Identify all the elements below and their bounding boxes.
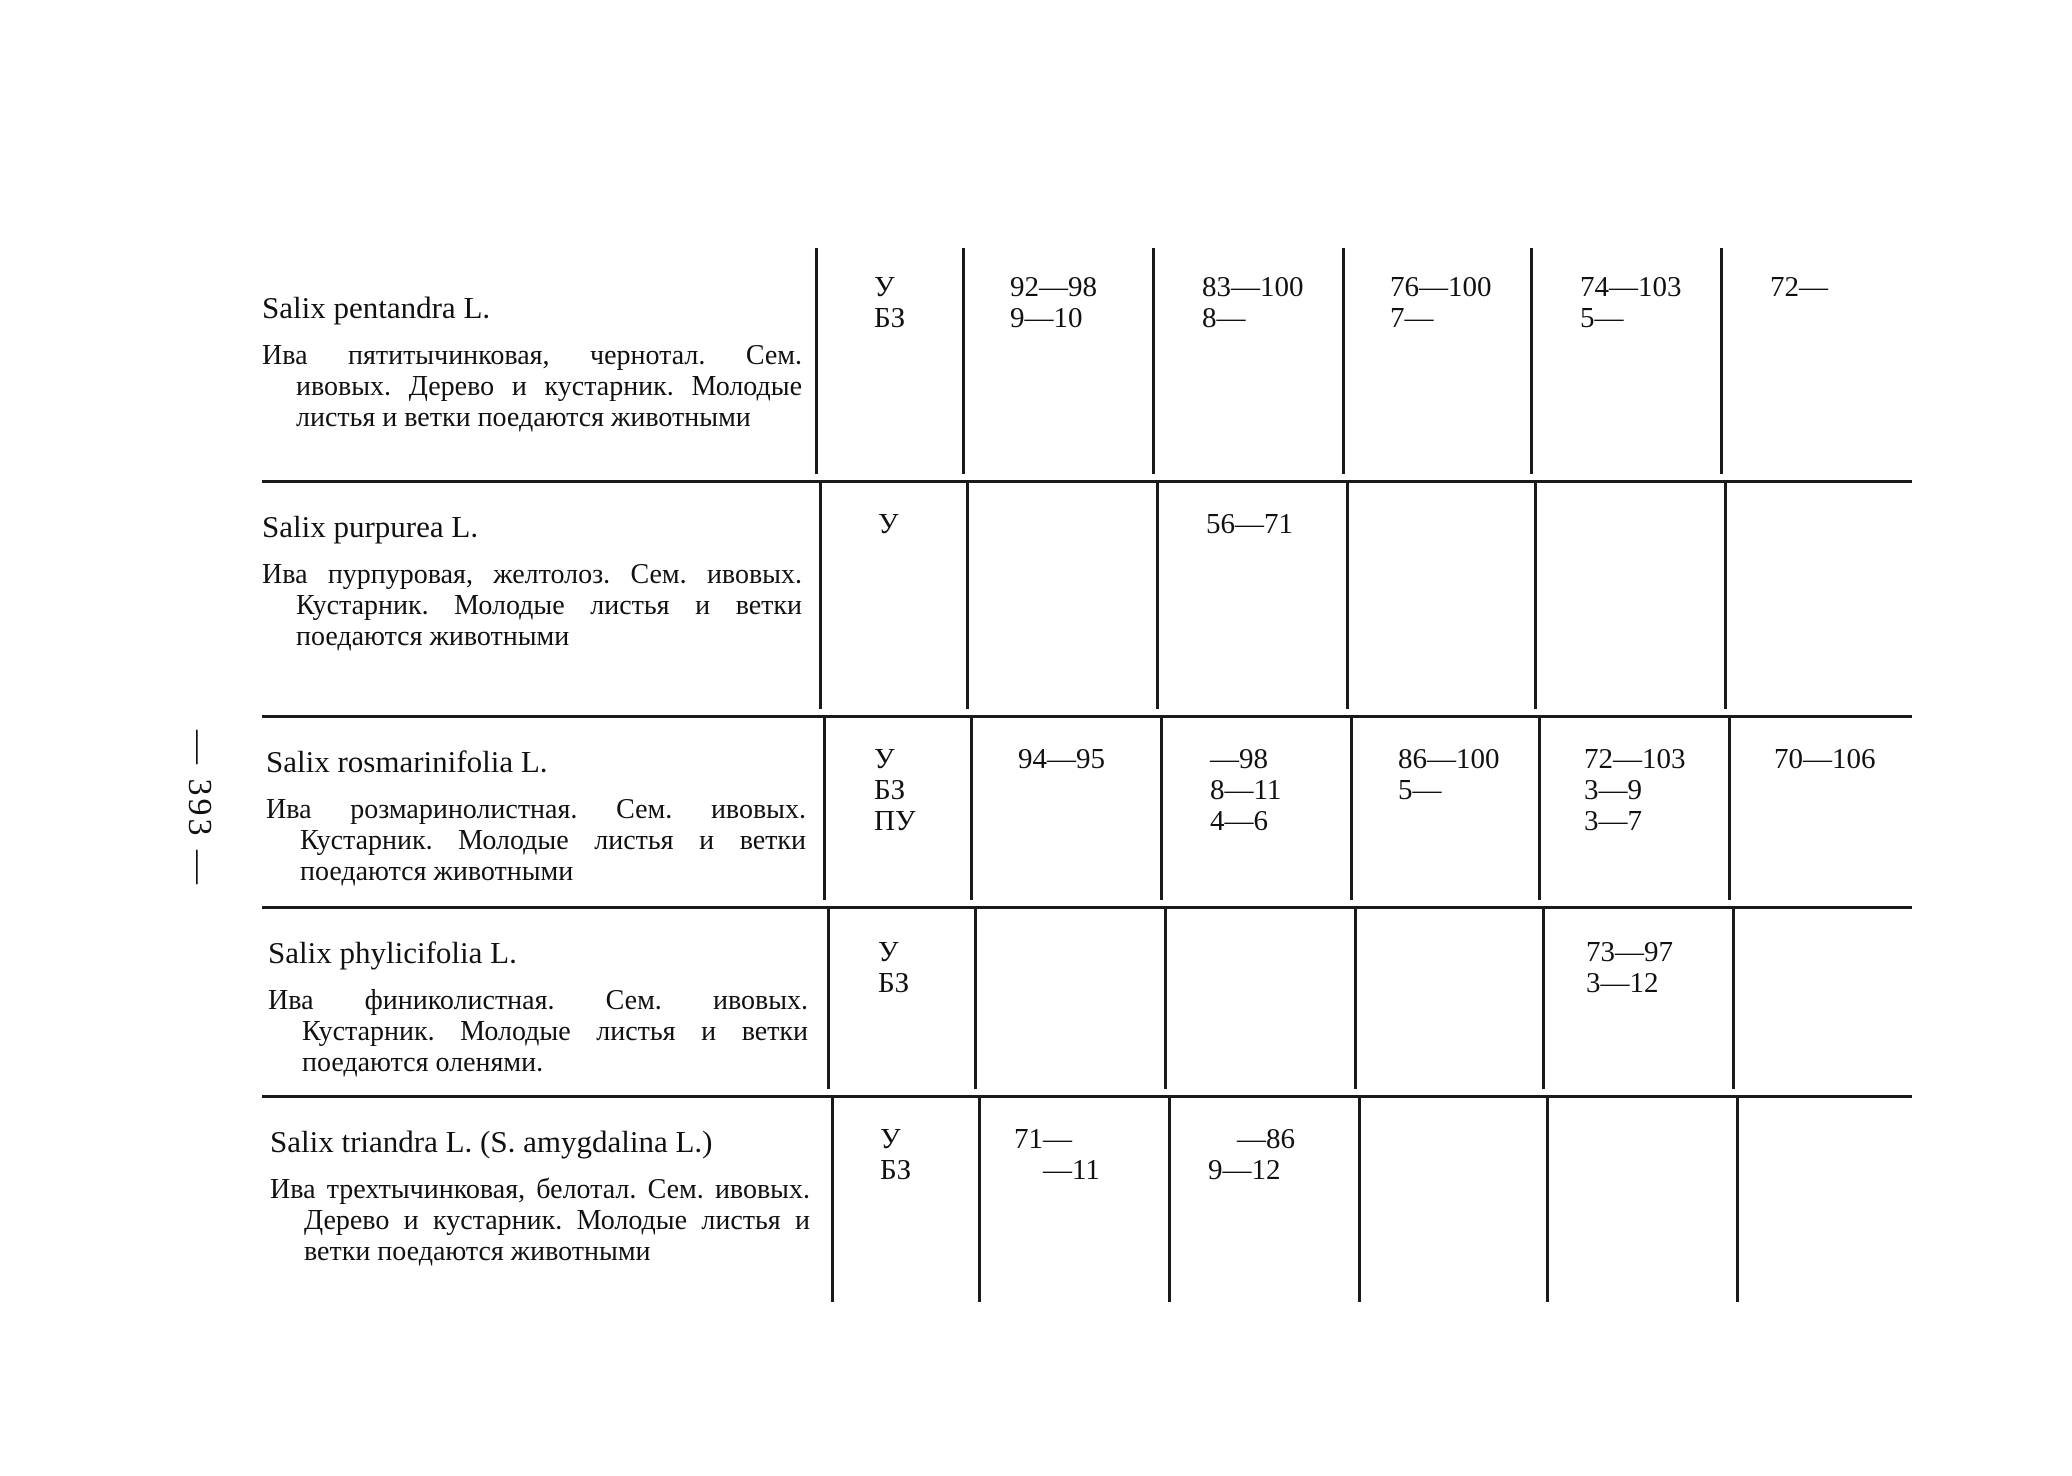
column-divider: [823, 718, 826, 900]
column-divider: [1542, 909, 1545, 1089]
latin-name: Salix rosmarinifolia L.: [266, 744, 548, 779]
table-row: [262, 483, 1912, 718]
value-cell: 70—106: [1774, 743, 1876, 775]
species-description: Ива трехтычинковая, белотал. Сем. ивовых. Дерево и кустарник. Молодые листья и ветки поедаются животными: [270, 1174, 810, 1267]
latin-name: Salix purpurea L.: [262, 509, 479, 544]
latin-name: Salix phylicifolia L.: [268, 935, 517, 970]
column-divider: [1530, 248, 1533, 474]
column-divider: [831, 1098, 834, 1302]
page-number: — 393 —: [181, 730, 218, 887]
column-divider: [1732, 909, 1735, 1089]
zone-cell: У БЗ ПУ: [874, 743, 916, 837]
column-divider: [978, 1098, 981, 1302]
species-cell: [262, 483, 802, 652]
value-cell: 83—100 8—: [1202, 271, 1304, 334]
species-description: Ива розмаринолистная. Сем. ивовых. Кустарник. Молодые листья и ветки поедаются животными: [266, 794, 806, 887]
value-cell: 72—103 3—9 3—7: [1584, 743, 1686, 837]
zone-cell: У БЗ: [878, 936, 910, 999]
species-description: Ива пурпуровая, желтолоз. Сем. ивовых. Кустарник. Молодые листья и ветки поедаются животными: [262, 559, 802, 652]
species-table: [262, 248, 1912, 1308]
column-divider: [974, 909, 977, 1089]
column-divider: [1168, 1098, 1171, 1302]
table-row: [262, 909, 1912, 1098]
column-divider: [1156, 483, 1159, 709]
species-description: Ива финиколистная. Сем. ивовых. Кустарник. Молодые листья и ветки поедаются оленями.: [268, 985, 808, 1078]
column-divider: [1346, 483, 1349, 709]
latin-name: Salix pentandra L.: [262, 290, 491, 325]
column-divider: [1546, 1098, 1549, 1302]
value-cell: 72—: [1770, 271, 1828, 303]
value-cell: —86 9—12: [1208, 1123, 1295, 1186]
value-cell: 71— —11: [1014, 1123, 1100, 1186]
value-cell: 86—100 5—: [1398, 743, 1500, 806]
species-description: Ива пятитычинковая, чернотал. Сем. ивовых. Дерево и кустарник. Молодые листья и ветки поедаются животными: [262, 340, 802, 433]
value-cell: 73—97 3—12: [1586, 936, 1673, 999]
species-cell: [270, 1098, 810, 1267]
species-cell: [268, 909, 808, 1078]
column-divider: [1342, 248, 1345, 474]
zone-cell: У БЗ: [874, 271, 906, 334]
value-cell: 92—98 9—10: [1010, 271, 1097, 334]
column-divider: [1534, 483, 1537, 709]
table-row: [262, 1098, 1912, 1308]
species-cell: [262, 248, 802, 433]
column-divider: [1350, 718, 1353, 900]
column-divider: [1152, 248, 1155, 474]
column-divider: [970, 718, 973, 900]
zone-cell: У: [878, 508, 899, 540]
value-cell: —98 8—11 4—6: [1210, 743, 1282, 837]
species-cell: [266, 718, 806, 887]
value-cell: 56—71: [1206, 508, 1293, 540]
column-divider: [1728, 718, 1731, 900]
table-row: [262, 248, 1912, 483]
column-divider: [819, 483, 822, 709]
column-divider: [962, 248, 965, 474]
latin-name: Salix triandra L. (S. amygdalina L.): [270, 1124, 713, 1159]
column-divider: [966, 483, 969, 709]
column-divider: [815, 248, 818, 474]
column-divider: [1720, 248, 1723, 474]
column-divider: [1358, 1098, 1361, 1302]
column-divider: [1736, 1098, 1739, 1302]
table-row: [262, 718, 1912, 909]
column-divider: [1354, 909, 1357, 1089]
column-divider: [1538, 718, 1541, 900]
column-divider: [827, 909, 830, 1089]
column-divider: [1160, 718, 1163, 900]
value-cell: 76—100 7—: [1390, 271, 1492, 334]
zone-cell: У БЗ: [880, 1123, 912, 1186]
column-divider: [1724, 483, 1727, 709]
value-cell: 94—95: [1018, 743, 1105, 775]
column-divider: [1164, 909, 1167, 1089]
value-cell: 74—103 5—: [1580, 271, 1682, 334]
